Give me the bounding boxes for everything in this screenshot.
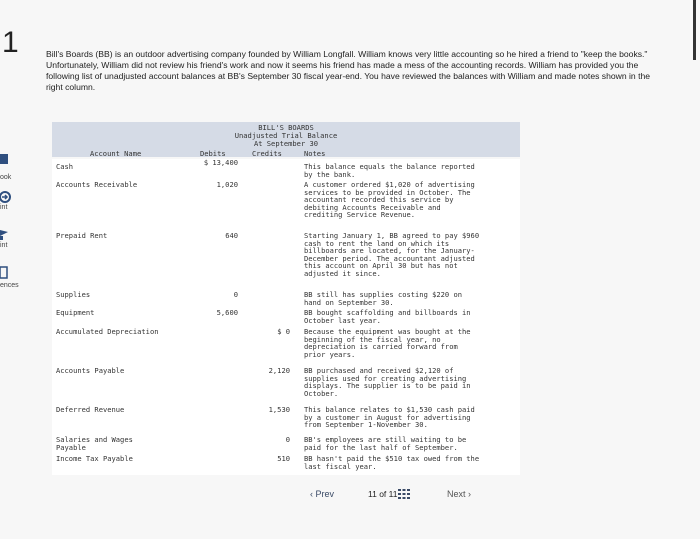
account-name: Accounts Payable (56, 366, 125, 375)
note-text: BB's employees are still waiting to be paid for the last half of September. (304, 435, 467, 452)
account-name: Prepaid Rent (56, 231, 108, 240)
pagination (310, 489, 490, 505)
account-name: Accounts Receivable (56, 180, 138, 189)
page-total: 11 (388, 489, 398, 499)
sidebar-item-label: int (0, 242, 8, 249)
account-name: Salaries and Wages Payable (56, 435, 133, 452)
credit-value: $ 0 (277, 327, 290, 336)
header-credits: Credits (252, 149, 282, 158)
page-of: of (379, 489, 387, 499)
question-number: 1 (2, 26, 19, 59)
print-icon (0, 228, 14, 242)
debit-value: 5,600 (216, 308, 238, 317)
note-text: BB still has supplies costing $220 on hand on September 30. (304, 290, 463, 307)
prev-button[interactable] (310, 489, 334, 499)
next-label: Next (447, 489, 466, 499)
credit-value: 2,120 (268, 366, 290, 375)
hint-icon (0, 190, 14, 204)
note-text: BB hasn't paid the $510 tax owed from the last fiscal year. (304, 454, 480, 471)
prev-label: Prev (315, 489, 335, 499)
note-text: Starting January 1, BB agreed to pay $960 cash to rent the land on which its billboards are located, for the January- December period. The accountant adjusted this account on April 30 but has not adjusted it since. (304, 231, 480, 278)
debit-value: 0 (233, 290, 238, 299)
table-title: BILL'S BOARDS (258, 123, 314, 132)
header-account: Account Name (90, 149, 142, 158)
sidebar-item-label: ook (0, 174, 12, 181)
note-text: Because the equipment was bought at the beginning of the fiscal year, no depreciation is carried forward from prior years. (304, 327, 471, 359)
chevron-right-icon: › (465, 489, 472, 499)
note-text: A customer ordered $1,020 of advertising services to be provided in October. The accountant recorded this service by debiting Accounts Receivable and crediting Service Revenue. (304, 180, 475, 220)
debit-value: $ 13,400 (203, 158, 238, 167)
chevron-left-icon: ‹ (310, 489, 316, 499)
scrollbar[interactable] (693, 0, 696, 60)
credit-value: 510 (277, 454, 290, 463)
next-button[interactable] (447, 489, 471, 499)
note-text: This balance relates to $1,530 cash paid by a customer in August for advertising from September 1-November 30. (304, 405, 475, 430)
page-current: 11 (368, 489, 377, 499)
sidebar-item-label: int (0, 204, 8, 211)
account-name: Equipment (56, 308, 95, 317)
book-icon (0, 152, 14, 166)
account-name: Accumulated Depreciation (56, 327, 159, 336)
account-name: Deferred Revenue (56, 405, 125, 414)
page-indicator (368, 489, 398, 499)
header-debits: Debits (200, 149, 226, 158)
references-icon (0, 266, 14, 280)
header-notes: Notes (304, 149, 326, 158)
account-name: Supplies (56, 290, 91, 299)
credit-value: 0 (285, 435, 290, 444)
credit-value: 1,530 (268, 405, 290, 414)
sidebar (0, 140, 30, 310)
sidebar-item-label: ences (0, 282, 19, 289)
note-text: BB bought scaffolding and billboards in October last year. (304, 308, 471, 325)
question-text: Bill's Boards (BB) is an outdoor advertising company founded by William Longfall. William knows very little accounting so he hired a friend to "keep the books." Unfortunately, William did not review his friend's work and now it seems his friend has made a mess of the accounting records. William has provided you the following list of unadjusted account balances at BB's September 30 fiscal year-end. You have reviewed the balances with William and made notes shown in the right column. (46, 49, 651, 92)
note-text: This balance equals the balance reported by the bank. (304, 162, 475, 179)
grid-icon[interactable] (398, 489, 410, 499)
account-name: Income Tax Payable (56, 454, 133, 463)
debit-value: 640 (225, 231, 238, 240)
table-date: At September 30 (253, 139, 319, 148)
trial-balance-table (52, 122, 520, 482)
debit-value: 1,020 (216, 180, 238, 189)
account-name: Cash (56, 162, 74, 171)
note-text: BB purchased and received $2,120 of supplies used for creating advertising displays. The supplier is to be paid in October. (304, 366, 471, 398)
table-subtitle: Unadjusted Trial Balance (234, 131, 338, 140)
